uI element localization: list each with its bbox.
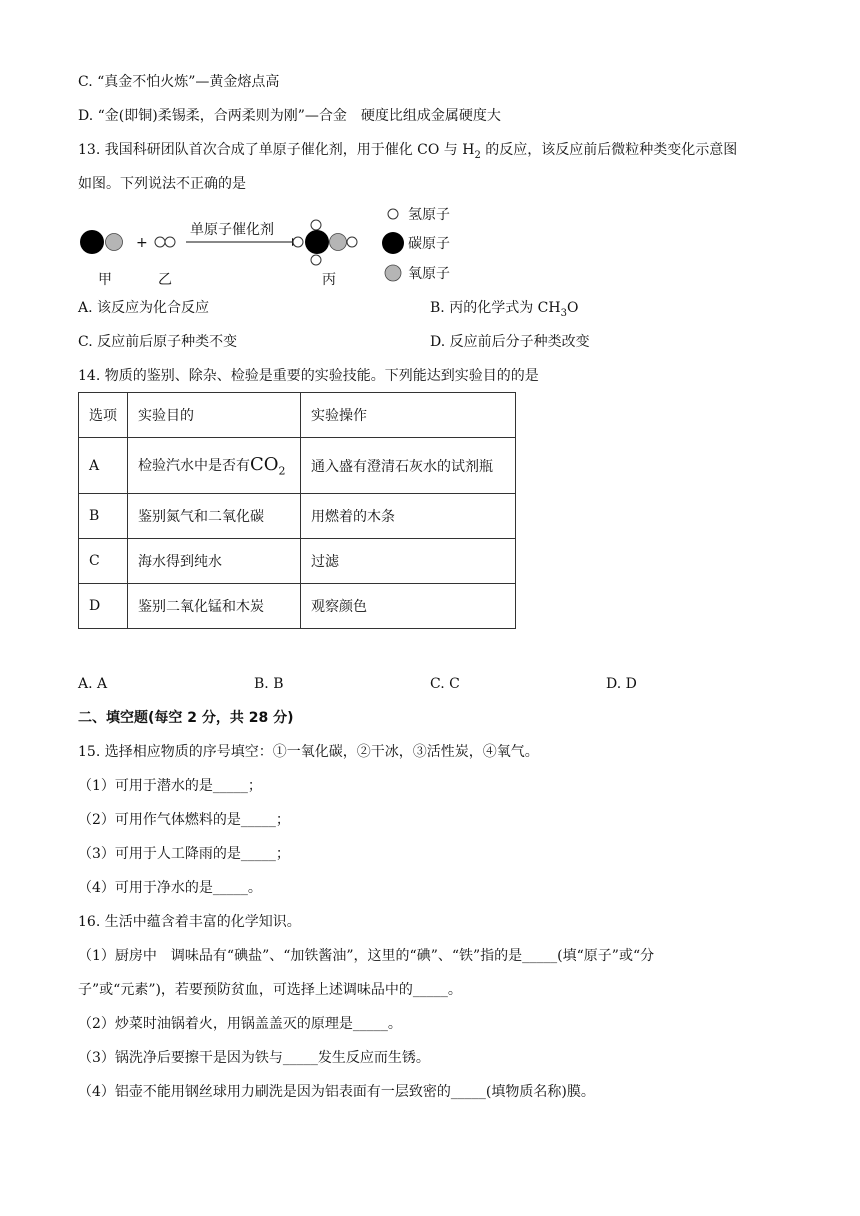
- q14-stem: 14. 物质的鉴别、除杂、检验是重要的实验技能。下列能达到实验目的的是: [78, 368, 539, 384]
- section-heading: 二、填空题(每空 2 分，共 28 分): [78, 710, 294, 726]
- bing-hydrogen-atom-bottom: [311, 255, 321, 265]
- q12-option-d: D. “金(即铜)柔锡柔，合两柔则为刚”—合金 硬度比组成金属硬度大: [78, 108, 501, 124]
- label-jia: 甲: [98, 272, 112, 288]
- q15-item-4: （4）可用于净水的是_____。: [78, 880, 262, 896]
- row-goal: 鉴别二氧化锰和木炭: [128, 584, 301, 629]
- q14-choice-b: B. B: [254, 676, 284, 692]
- row-option: D: [79, 584, 128, 629]
- reaction-diagram: [70, 200, 490, 292]
- row-option: B: [79, 494, 128, 539]
- legend-oxygen-label: 氧原子: [408, 266, 450, 282]
- q16-item-4: （4）铝壶不能用钢丝球用力刷洗是因为铝表面有一层致密的_____(填物质名称)膜。: [78, 1084, 595, 1100]
- q13-option-b: B. 丙的化学式为 $CH_3O$: [430, 300, 579, 319]
- q15-item-1: （1）可用于潜水的是_____；: [78, 778, 262, 794]
- row-operation: 观察颜色: [301, 584, 516, 629]
- bing-hydrogen-atom-right: [347, 237, 357, 247]
- bing-oxygen-atom: [330, 234, 347, 251]
- q14-choice-c: C. C: [430, 676, 460, 692]
- q14-choice-a: A. A: [78, 676, 108, 692]
- q16-item-1-line2: 子”或“元素”)，若要预防贫血，可选择上述调味品中的_____。: [78, 982, 462, 998]
- arrow-label: 单原子催化剂: [190, 222, 274, 238]
- q15-stem: 15. 选择相应物质的序号填空：①一氧化碳，②干冰，③活性炭，④氧气。: [78, 744, 539, 760]
- plus-sign: +: [136, 235, 148, 251]
- q13-stem-line1: 13. 我国科研团队首次合成了单原子催化剂，用于催化 CO 与 $H_2$ 的反应，该反应前后微粒种类变化示意图: [78, 142, 738, 161]
- q14-experiment-table: [78, 392, 516, 629]
- header-operation: 实验操作: [301, 393, 516, 438]
- row-option: A: [79, 438, 128, 494]
- yi-hydrogen-atom-1: [155, 237, 165, 247]
- header-option: 选项: [79, 393, 128, 438]
- q13-option-d: D. 反应前后分子种类改变: [430, 334, 590, 350]
- q15-item-2: （2）可用作气体燃料的是_____；: [78, 812, 290, 828]
- row-goal: 检验汽水中是否有$CO_2$: [128, 438, 301, 494]
- row-operation: 用燃着的木条: [301, 494, 516, 539]
- legend-hydrogen-icon: [388, 209, 398, 219]
- q13-option-c: C. 反应前后原子种类不变: [78, 334, 238, 350]
- bing-hydrogen-atom-top: [311, 220, 321, 230]
- q16-stem: 16. 生活中蕴含着丰富的化学知识。: [78, 914, 301, 930]
- legend-carbon-label: 碳原子: [408, 236, 450, 252]
- label-bing: 丙: [322, 272, 336, 288]
- bing-carbon-atom: [305, 230, 329, 254]
- q13-stem-line2: 如图。下列说法不正确的是: [78, 176, 246, 192]
- q16-item-1-line1: （1）厨房中 调味品有“碘盐”、“加铁酱油”，这里的“碘”、“铁”指的是_____(填“原子”或“分: [78, 948, 655, 964]
- table-header-row: [79, 393, 516, 438]
- q14-choice-d: D. D: [606, 676, 637, 692]
- jia-carbon-atom: [80, 230, 104, 254]
- table-row: [79, 438, 516, 494]
- co2-formula: $CO_2$: [250, 453, 286, 478]
- q12-option-c: C. “真金不怕火炼”—黄金熔点高: [78, 74, 280, 90]
- legend-carbon-icon: [382, 232, 404, 254]
- row-operation: 过滤: [301, 539, 516, 584]
- row-option: C: [79, 539, 128, 584]
- jia-oxygen-atom: [106, 234, 123, 251]
- label-yi: 乙: [158, 272, 172, 288]
- q13-option-a: A. 该反应为化合反应: [78, 300, 210, 316]
- q16-item-2: （2）炒菜时油锅着火，用锅盖盖灭的原理是_____。: [78, 1016, 402, 1032]
- table-row: [79, 494, 516, 539]
- yi-hydrogen-atom-2: [165, 237, 175, 247]
- q16-item-3: （3）锅洗净后要擦干是因为铁与_____发生反应而生锈。: [78, 1050, 430, 1066]
- table-row: [79, 584, 516, 629]
- header-goal: 实验目的: [128, 393, 301, 438]
- q15-item-3: （3）可用于人工降雨的是_____；: [78, 846, 290, 862]
- legend-oxygen-icon: [385, 265, 401, 281]
- row-goal: 鉴别氮气和二氧化碳: [128, 494, 301, 539]
- row-operation: 通入盛有澄清石灰水的试剂瓶: [301, 438, 516, 494]
- table-row: [79, 539, 516, 584]
- legend-hydrogen-label: 氢原子: [408, 207, 450, 223]
- row-goal: 海水得到纯水: [128, 539, 301, 584]
- bing-hydrogen-atom-left: [293, 237, 303, 247]
